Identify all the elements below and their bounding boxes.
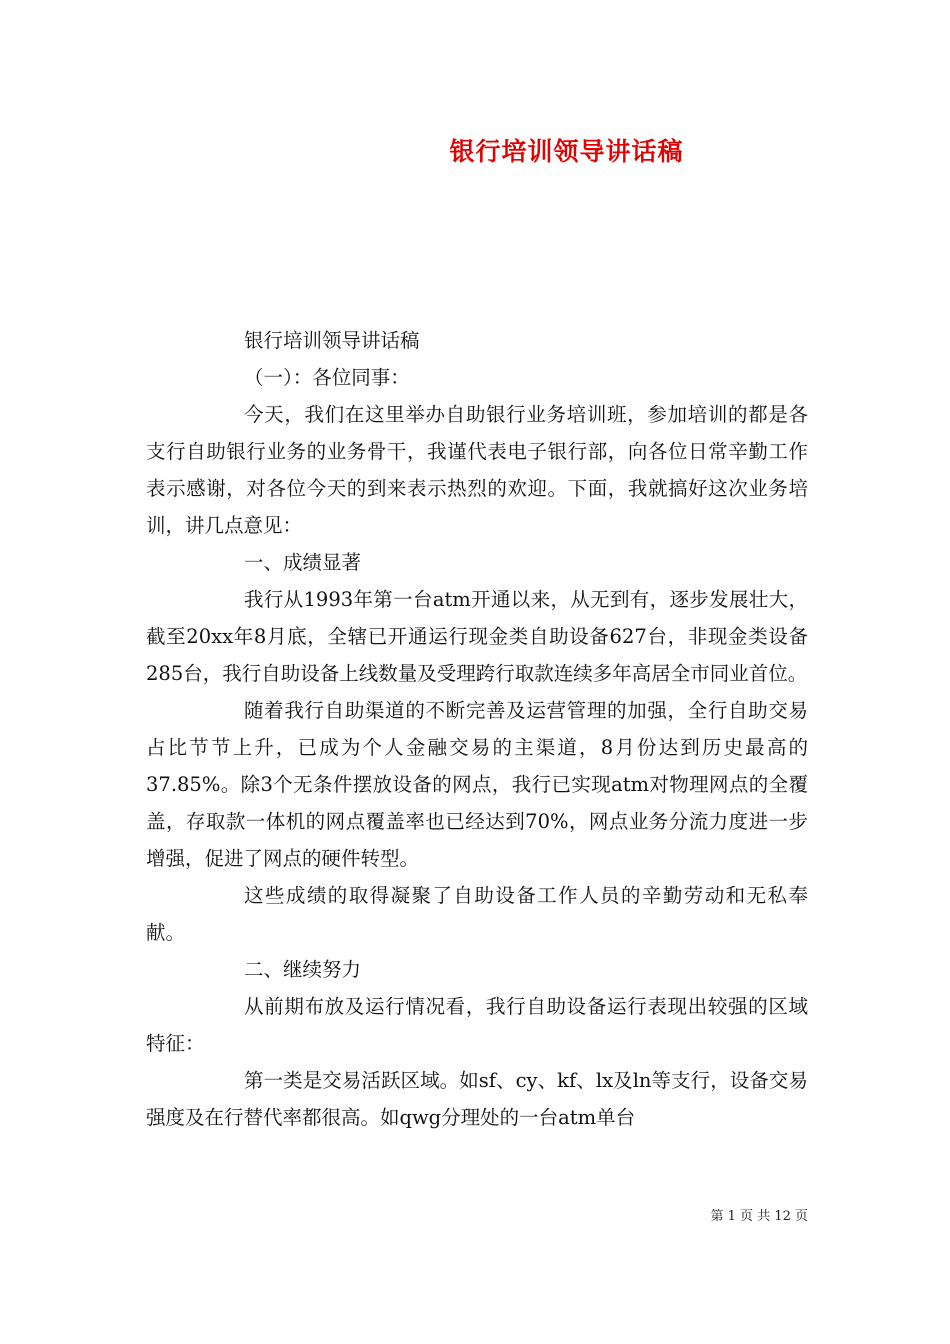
paragraph: 从前期布放及运行情况看，我行自助设备运行表现出较强的区域特征： [146,995,808,1055]
salutation: （一）：各位同事： [244,366,410,389]
document-title: 银行培训领导讲话稿 [449,137,684,166]
paragraph: 这些成绩的取得凝聚了自助设备工作人员的辛勤劳动和无私奉献。 [146,884,808,944]
paragraph: 今天，我们在这里举办自助银行业务培训班，参加培训的都是各支行自助银行业务的业务骨干，我谨代表电子银行部，向各位日常辛勤工作表示感谢，对各位今天的到来表示热烈的欢迎。下面，我就搞好这次业务培训，讲几点意见： [146,403,808,537]
paragraph: 第一类是交易活跃区域。如sf、cy、kf、lx及ln等支行，设备交易强度及在行替代率都很高。如qwg分理处的一台atm单台 [146,1069,808,1129]
page-indicator: 第 1 页 共 12 页 [710,1209,808,1224]
paragraph: 随着我行自助渠道的不断完善及运营管理的加强，全行自助交易占比节节上升，已成为个人金融交易的主渠道，8月份达到历史最高的37.85%。除3个无条件摆放设备的网点，我行已实现atm对物理网点的全覆盖，存取款一体机的网点覆盖率也已经达到70%，网点业务分流力度进一步增强，促进了网点的硬件转型。 [146,699,808,870]
paragraph: 我行从1993年第一台atm开通以来，从无到有，逐步发展壮大，截至20xx年8月底，全辖已开通运行现金类自助设备627台，非现金类设备285台，我行自助设备上线数量及受理跨行取款连续多年高居全市同业首位。 [146,588,808,685]
document-body [146,322,808,1136]
section-heading: 一、成绩显著 [244,551,362,574]
section-heading: 二、继续努力 [244,958,362,981]
body-heading: 银行培训领导讲话稿 [244,329,420,352]
